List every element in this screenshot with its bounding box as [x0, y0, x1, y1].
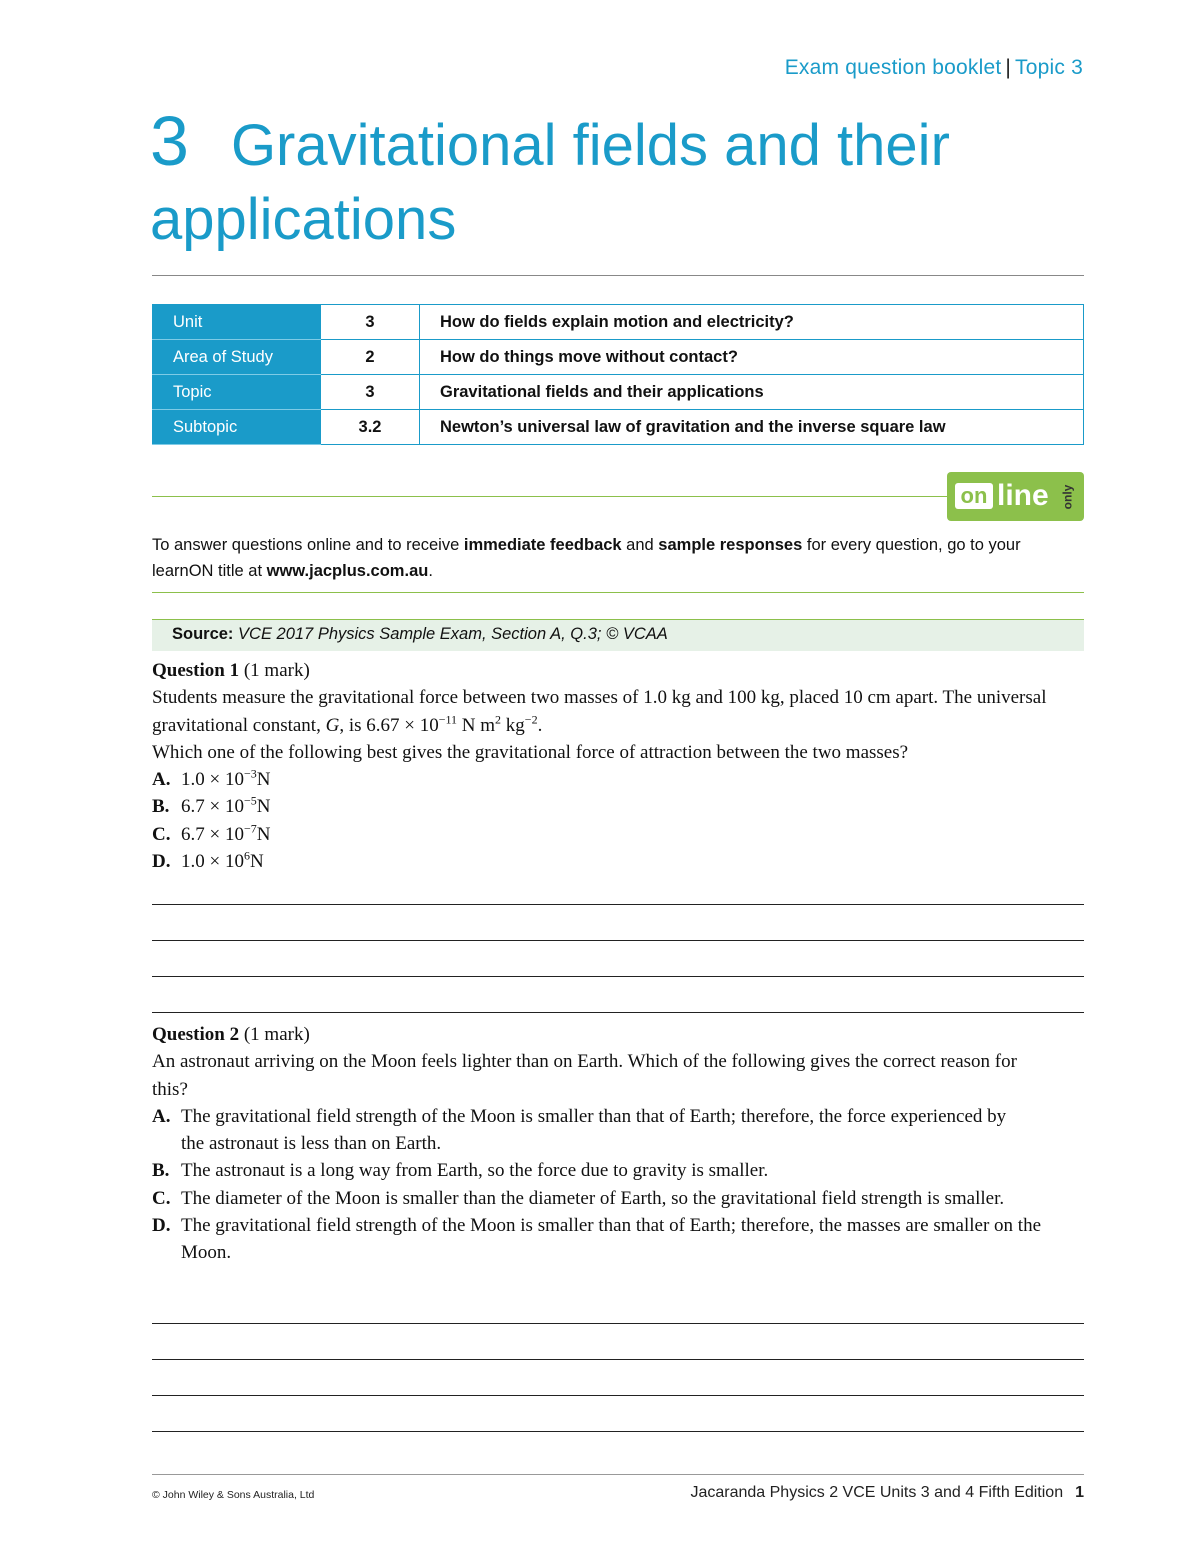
answer-line[interactable]	[152, 1012, 1084, 1013]
answer-option[interactable]: B. $6.7 \times 10^{-5}N$	[152, 794, 271, 818]
intro-text: .	[428, 562, 433, 580]
row-description: How do fields explain motion and electricity?	[420, 305, 1084, 340]
answer-option[interactable]: D. The gravitational field strength of the Moon is smaller than that of Earth; therefore, the masses are smaller on the Moon.	[152, 1215, 1042, 1264]
online-divider	[152, 496, 947, 497]
row-value: 3	[321, 375, 420, 410]
chapter-title-line2: applications	[150, 187, 457, 252]
answer-line[interactable]	[152, 1359, 1084, 1360]
answer-line[interactable]	[152, 1431, 1084, 1432]
question-heading: Question 2	[152, 1024, 240, 1045]
row-label: Area of Study	[153, 340, 321, 375]
booklet-label: Exam question booklet	[784, 56, 1002, 79]
answer-line[interactable]	[152, 1323, 1084, 1324]
source-box	[152, 619, 1084, 651]
row-description: How do things move without contact?	[420, 340, 1084, 375]
answer-option[interactable]: C. $6.7 \times 10^{-7}N$	[152, 821, 271, 845]
row-label: Unit	[153, 305, 321, 340]
intro-bold: sample responses	[658, 536, 803, 554]
question-prompt: Which one of the following best gives the gravitational force of attraction between the two masses?	[152, 741, 909, 763]
intro-divider	[152, 592, 1084, 593]
source-text: VCE 2017 Physics Sample Exam, Section A, Q.3; © VCAA	[233, 625, 668, 643]
question-stem: Students measure the gravitational force between two masses of 1.0 kg and 100 kg, placed 10 cm apart. The universal gravitational constant, G, is $6.67 \times 10^{-11}$ N $m^2$ $kg^{-2}$.	[152, 687, 1047, 736]
question-stem: An astronaut arriving on the Moon feels lighter than on Earth. Which of the following gives the correct reason for this?	[152, 1051, 1017, 1100]
intro-bold: immediate feedback	[463, 536, 622, 554]
page-number: 1	[1075, 1484, 1084, 1501]
badge-only: only	[1060, 484, 1075, 510]
footer-divider	[152, 1474, 1084, 1475]
row-description: Newton’s universal law of gravitation and the inverse square law	[420, 410, 1084, 445]
badge-on: on	[955, 483, 993, 509]
answer-line[interactable]	[152, 940, 1084, 941]
footer-book	[690, 1484, 1084, 1502]
running-head	[785, 56, 1083, 80]
badge-line: line	[997, 479, 1049, 512]
row-description: Gravitational fields and their applications	[420, 375, 1084, 410]
topic-label: Topic 3	[1015, 56, 1083, 79]
answer-option[interactable]: A. $1.0 \times 10^{-3}N$	[152, 766, 271, 791]
row-label: Subtopic	[153, 410, 321, 445]
row-value: 3	[321, 305, 420, 340]
question-heading: Question 1	[152, 660, 240, 681]
row-value: 2	[321, 340, 420, 375]
curriculum-table	[152, 304, 1084, 445]
book-title: Jacaranda Physics 2 VCE Units 3 and 4 Fifth Edition	[690, 1484, 1064, 1501]
answer-line[interactable]	[152, 904, 1084, 905]
jacplus-link[interactable]: www.jacplus.com.au	[266, 562, 429, 580]
row-value: 3.2	[321, 410, 420, 445]
answer-line[interactable]	[152, 976, 1084, 977]
answer-option[interactable]: B. The astronaut is a long way from Earth, so the force due to gravity is smaller.	[152, 1160, 769, 1182]
table-row	[153, 305, 1084, 340]
intro-text: and	[621, 536, 659, 554]
copyright: © John Wiley & Sons Australia, Ltd	[152, 1489, 315, 1501]
table-row	[153, 410, 1084, 445]
question-marks: (1 mark)	[243, 1024, 310, 1045]
answer-option[interactable]: D. $1.0 \times 10^6N$	[152, 848, 264, 873]
intro-text: To answer questions online and to receive	[152, 536, 464, 554]
question-marks: (1 mark)	[243, 660, 310, 681]
title-divider	[152, 275, 1084, 276]
question-2	[152, 1021, 1092, 1267]
chapter-number: 3	[150, 102, 189, 180]
answer-line[interactable]	[152, 1395, 1084, 1396]
answer-option[interactable]: C. The diameter of the Moon is smaller than the diameter of Earth, so the gravitational field strength is smaller.	[152, 1187, 1005, 1209]
header-separator: |	[1005, 56, 1012, 79]
chapter-title-line1: Gravitational fields and their	[230, 113, 950, 178]
chapter-title	[150, 104, 1090, 257]
question-1	[152, 657, 1092, 875]
intro-text: for every question, go to your learnON title at	[152, 536, 1021, 580]
answer-option[interactable]: A. The gravitational field strength of the Moon is smaller than that of Earth; therefore, the force experienced by the astronaut is less than on Earth.	[152, 1105, 1007, 1155]
table-row	[153, 340, 1084, 375]
row-label: Topic	[153, 375, 321, 410]
source-label: Source:	[172, 625, 234, 643]
intro-paragraph	[152, 532, 1084, 584]
table-row	[153, 375, 1084, 410]
online-only-badge	[947, 472, 1084, 521]
